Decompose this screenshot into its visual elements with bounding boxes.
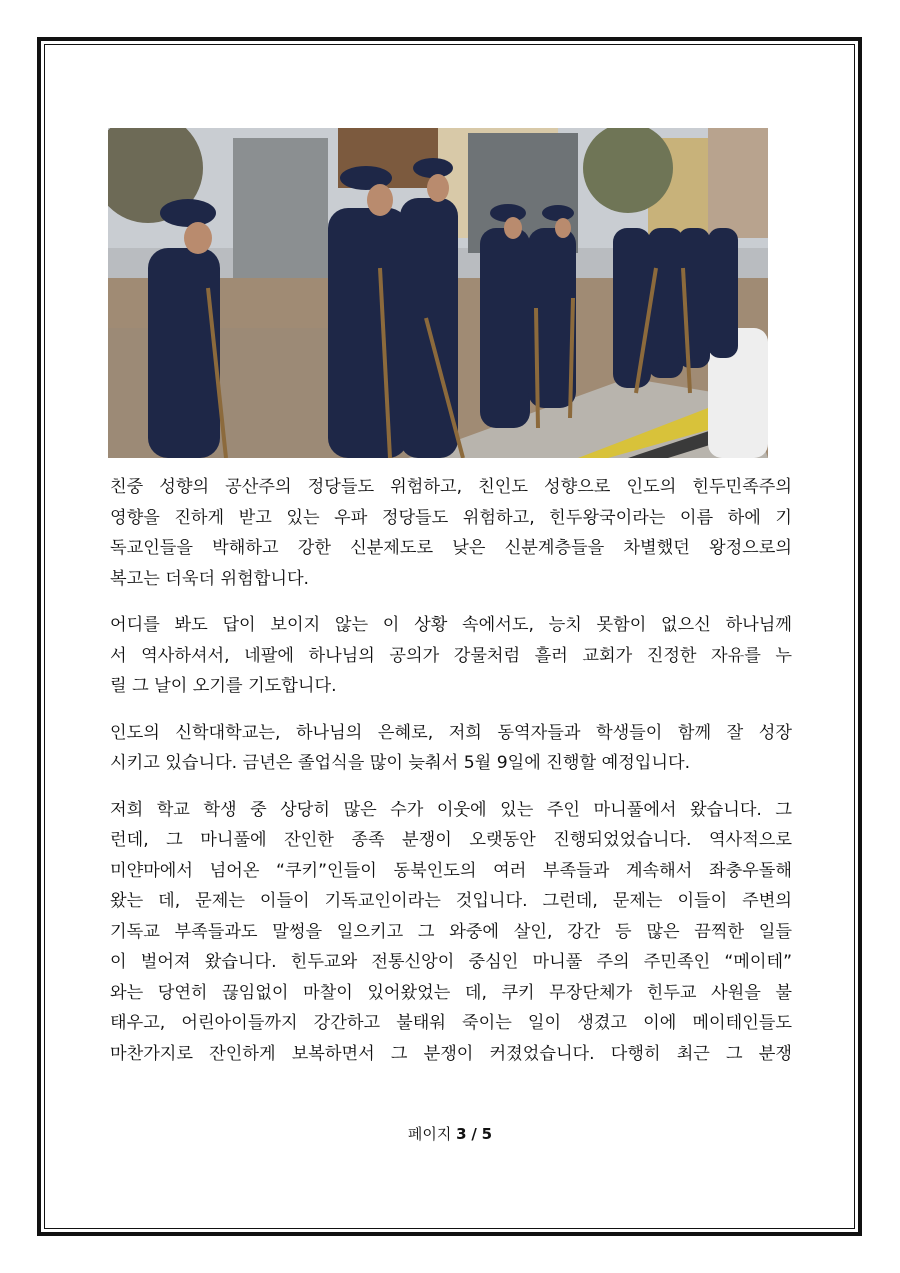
text-line: 릴 그 날이 오기를 기도합니다. bbox=[110, 676, 337, 696]
text-line: 미얀마에서 넘어온 “쿠키”인들이 동북인도의 여러 부족들과 계속해서 좌충우돌해 bbox=[110, 860, 792, 881]
text-line: 시키고 있습니다. 금년은 졸업식을 많이 늦춰서 5월 9일에 진행할 예정입니다. bbox=[110, 753, 691, 773]
text-line: 복고는 더욱더 위험합니다. bbox=[110, 568, 310, 589]
paragraph-4 bbox=[110, 795, 792, 1070]
text-line: 친중 성향의 공산주의 정당들도 위험하고, 친인도 성향으로 인도의 힌두민족주의 bbox=[110, 477, 792, 497]
text-line: 저희 학교 학생 중 상당히 많은 수가 이웃에 있는 주인 마니풀에서 왔습니다. 그 bbox=[110, 799, 792, 820]
text-line: 영향을 진하게 받고 있는 우파 정당들도 위험하고, 힌두왕국이라는 이름 하에 기 bbox=[110, 507, 792, 528]
body-text bbox=[110, 472, 792, 1085]
text-line: 왔는 데, 문제는 이들이 기독교인이라는 것입니다. 그런데, 문제는 이들이 주변의 bbox=[110, 891, 792, 911]
page-number-footer bbox=[0, 1123, 900, 1144]
text-line: 인도의 신학대학교는, 하나님의 은혜로, 저희 동역자들과 학생들이 함께 잘 성장 bbox=[110, 722, 792, 743]
text-line: 기독교 부족들과도 말썽을 일으키고 그 와중에 살인, 강간 등 많은 끔찍한 일들 bbox=[110, 921, 792, 942]
photo-police-officers bbox=[108, 128, 768, 458]
text-line: 어디를 봐도 답이 보이지 않는 이 상황 속에서도, 능치 못함이 없으신 하나님께 bbox=[110, 615, 792, 635]
paragraph-2 bbox=[110, 610, 792, 702]
text-line: 태우고, 어린아이들까지 강간하고 불태워 죽이는 일이 생겼고 이에 메이테인들도 bbox=[110, 1013, 792, 1033]
current-page: 3 bbox=[456, 1125, 467, 1143]
text-line: 마찬가지로 잔인하게 보복하면서 그 분쟁이 커졌었습니다. 다행히 최근 그 분쟁 bbox=[110, 1043, 792, 1064]
text-line: 서 역사하셔서, 네팔에 하나님의 공의가 강물처럼 흘러 교회가 진정한 자유를 누 bbox=[110, 645, 792, 666]
text-line: 독교인들을 박해하고 강한 신분제도로 낮은 신분계층들을 차별했던 왕정으로의 bbox=[110, 538, 792, 558]
text-line: 런데, 그 마니풀에 잔인한 종족 분쟁이 오랫동안 진행되었었습니다. 역사적으로 bbox=[110, 830, 792, 850]
page-label: 페이지 bbox=[407, 1125, 452, 1143]
text-line: 이 벌어져 왔습니다. 힌두교와 전통신앙이 중심인 마니풀 주의 주민족인 “메이테” bbox=[110, 952, 792, 972]
paragraph-3 bbox=[110, 718, 792, 779]
total-pages: 5 bbox=[481, 1125, 493, 1143]
paragraph-1 bbox=[110, 472, 792, 594]
page-separator: / bbox=[471, 1125, 477, 1143]
text-line: 와는 당연히 끊임없이 마찰이 있어왔었는 데, 쿠키 무장단체가 힌두교 사원을 불 bbox=[110, 982, 792, 1003]
